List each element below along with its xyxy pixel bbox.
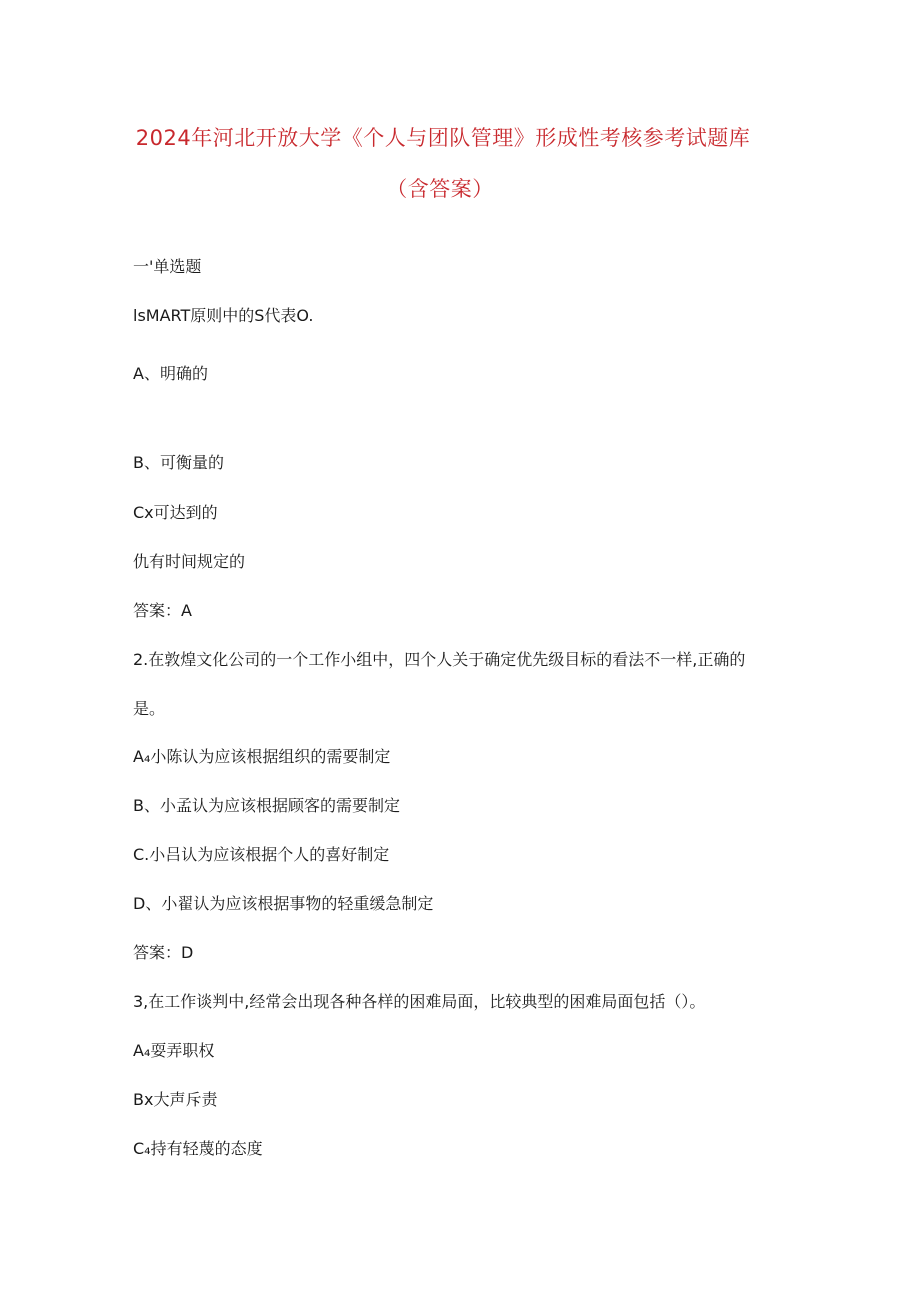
question-2-answer: 答案：D [133,943,194,962]
section-heading: 一'单选题 [133,257,202,276]
question-3-option-a: A₄耍弄职权 [133,1041,215,1060]
question-2-text-cont: 是。 [133,699,166,718]
question-1-option-d: 仇有时间规定的 [133,552,246,571]
question-2-option-c: C.小吕认为应该根据个人的喜好制定 [133,845,390,864]
question-1-text: lsMART原则中的S代表O. [133,306,314,325]
question-2-option-b: B、小孟认为应该根据顾客的需要制定 [133,796,400,815]
question-2-option-a: A₄小陈认为应该根据组织的需要制定 [133,747,391,766]
document-subtitle: （含答案） [386,177,494,201]
question-1-option-a: A、明确的 [133,364,208,383]
question-2-text: 2.在敦煌文化公司的一个工作小组中，四个人关于确定优先级目标的看法不一样,正确的 [133,650,746,669]
question-2-option-d: D、小翟认为应该根据事物的轻重缓急制定 [133,894,434,913]
question-3-option-c: C₄持有轻蔑的态度 [133,1139,263,1158]
document-title: 2024年河北开放大学《个人与团队管理》形成性考核参考试题库 [135,126,751,150]
question-1-option-b: B、可衡量的 [133,453,224,472]
question-1-answer: 答案：A [133,601,192,620]
question-3-option-b: Bx大声斥责 [133,1090,218,1109]
question-1-option-c: Cx可达到的 [133,503,218,522]
question-3-text: 3,在工作谈判中,经常会出现各种各样的困难局面，比较典型的困难局面包括（）。 [133,992,706,1011]
